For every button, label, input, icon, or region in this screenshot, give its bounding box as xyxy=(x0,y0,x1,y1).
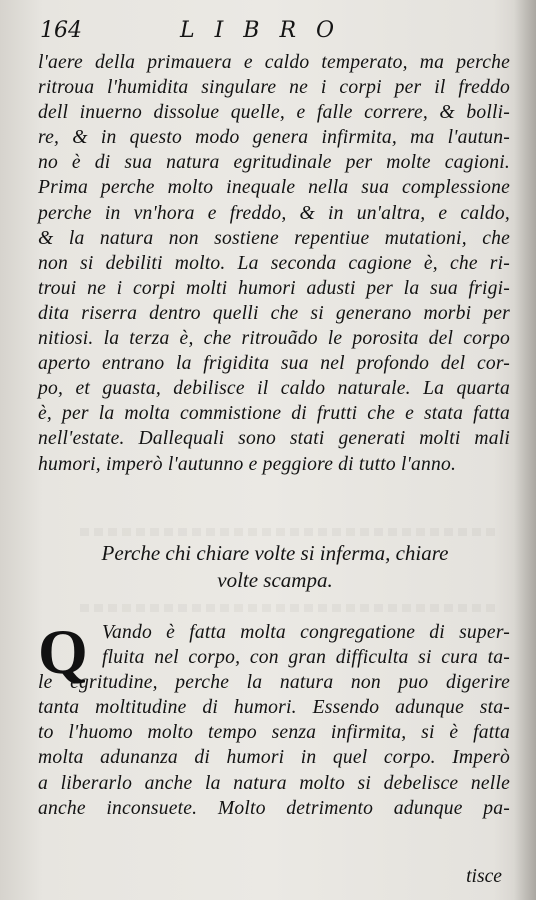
text-line: non si debiliti molto. La seconda cagione è, che ri- xyxy=(38,252,510,274)
text-line: nell'estate. Dallequali sono stati generati molti mali xyxy=(38,428,510,450)
text-line: nitiosi. la terza è, che ritrouãdo le porosita del corpo xyxy=(38,328,510,350)
text-line: & la natura non sostiene repentiue mutationi, che xyxy=(38,227,510,249)
text-line: a liberarlo anche la natura molto si debelisce nelle xyxy=(38,772,510,794)
text-line: dita riserra dentro quelli che si generano morbi per xyxy=(38,302,510,324)
text-line: fluita nel corpo, con gran difficulta si cura ta- xyxy=(102,647,510,669)
paragraph-1 xyxy=(38,50,510,477)
text-line: anche inconsuete. Molto detrimento adunque pa- xyxy=(38,797,510,819)
heading-line: volte scampa. xyxy=(217,568,333,592)
text-line: molta adunanza di humori in quel corpo. Imperò xyxy=(38,747,510,769)
page-edge-shadow xyxy=(514,0,536,900)
text-line: humori, imperò l'autunno e peggiore di tutto l'anno. xyxy=(38,453,457,475)
text-line: le egritudine, perche la natura non puo digerire xyxy=(38,672,510,694)
text-line: dell inuerno dissolue quelle, e falle correre, & bolli- xyxy=(38,102,510,124)
text-line: to l'huomo molto tempo senza infirmita, si è fatta xyxy=(38,722,510,744)
page-number: 164 xyxy=(40,18,82,43)
drop-cap: Q xyxy=(38,616,88,687)
text-line: Prima perche molto inequale nella sua complessione xyxy=(38,177,510,199)
heading-line: Perche chi chiare volte si inferma, chiare xyxy=(101,541,449,565)
running-title: LIBRO xyxy=(180,18,355,43)
text-line: Vando è fatta molta congregatione di super- xyxy=(102,622,510,643)
text-line: no è di sua natura egritudinale per molte cagioni. xyxy=(38,152,510,174)
text-line: troui ne i corpi molti humori adusti per la sua frigi- xyxy=(38,277,510,299)
text-line: perche in vn'hora e freddo, & in un'altra, e caldo, xyxy=(38,202,510,224)
page-header xyxy=(40,18,510,48)
text-line: è, per la molta commistione di frutti che e stata fatta xyxy=(38,403,510,425)
text-line: aperto entrano la frigidita sua nel profondo del cor- xyxy=(38,353,510,375)
show-through-mark xyxy=(80,528,500,536)
text-line: ritroua l'humidita singulare ne i corpi per il freddo xyxy=(38,77,510,99)
chapter-heading xyxy=(60,540,490,594)
paragraph-2 xyxy=(38,616,510,821)
show-through-mark xyxy=(80,604,500,612)
text-line: po, et guasta, debilisce il caldo naturale. La quarta xyxy=(38,378,510,400)
text-line: tanta moltitudine di humori. Essendo adunque sta- xyxy=(38,697,510,719)
text-line: re, & in questo modo genera infirmita, ma l'autun- xyxy=(38,127,510,149)
catchword: tisce xyxy=(466,866,502,887)
text-line: l'aere della primauera e caldo temperato, ma perche xyxy=(38,52,510,73)
